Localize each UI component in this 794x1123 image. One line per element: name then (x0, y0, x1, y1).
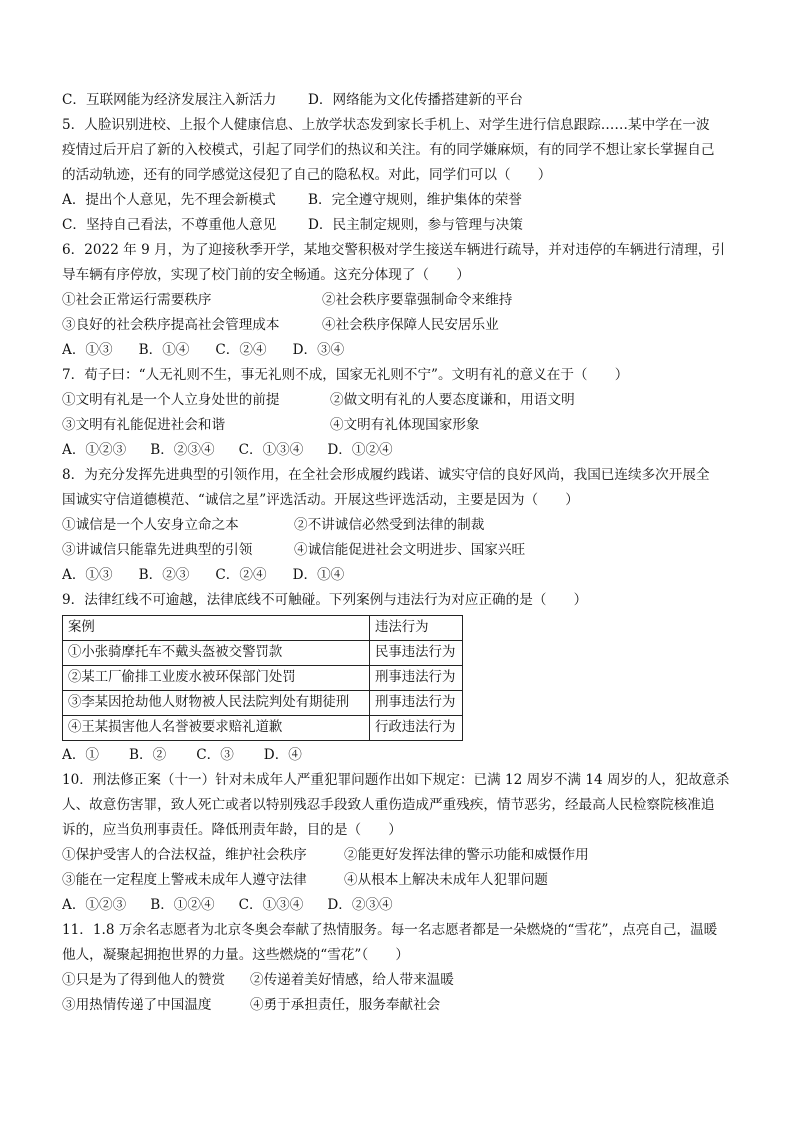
q8-stem-line1: 8．为充分发挥先进典型的引领作用，在全社会形成履约践诺、诚实守信的良好风尚，我国已连续多次开展全 (62, 467, 710, 483)
table-cell-violation: 刑事违法行为 (370, 691, 463, 716)
q10-statements-12 (62, 843, 734, 868)
q10-statement-2: ②能更好发挥法律的警示功能和威慑作用 (344, 847, 589, 863)
q9-options (62, 743, 734, 768)
q5-stem-line1: 5．人脸识别进校、上报个人健康信息、上放学状态发到家长手机上、对学生进行信息跟踪……某中学在一波 (62, 117, 710, 133)
q5-options-ab (62, 188, 734, 213)
q11-statement-1: ①只是为了得到他人的赞赏 (62, 972, 226, 988)
table-row (63, 666, 463, 691)
q5-options-cd (62, 213, 734, 238)
q11-statement-2: ②传递着美好情感，给人带来温暖 (250, 972, 454, 988)
q7-option-c: C．①③④ (238, 442, 304, 458)
q9-option-d: D．④ (263, 747, 302, 763)
q10-statement-3: ③能在一定程度上警戒未成年人遵守法律 (62, 872, 307, 888)
q7-statements-34 (62, 413, 734, 438)
q5-stem-line3: 的活动轨迹，还有的同学感觉这侵犯了自己的隐私权。对此，同学们可以（ ） (62, 167, 552, 183)
q10-option-c: C．①③④ (238, 897, 304, 913)
q8-statement-1: ①诚信是一个人安身立命之本 (62, 517, 239, 533)
q10-stem-line1: 10．刑法修正案（十一）针对未成年人严重犯罪问题作出如下规定：已满 12 周岁不满 14 周岁的人，犯故意杀 (62, 772, 730, 788)
q11-statements-34 (62, 993, 734, 1018)
q8-statements-12 (62, 513, 734, 538)
q10-statement-4: ④从根本上解决未成年人犯罪问题 (344, 872, 548, 888)
table-header-violation: 违法行为 (370, 616, 463, 641)
q9-option-a: A．① (62, 747, 100, 763)
table-cell-violation: 民事违法行为 (370, 641, 463, 666)
q4-option-d: D．网络能为文化传播搭建新的平台 (308, 92, 523, 108)
q10-stem-line3: 诉的，应当负刑事责任。降低刑责年龄，目的是（ ） (62, 822, 402, 838)
q6-options (62, 338, 734, 363)
table-cell-violation: 刑事违法行为 (370, 666, 463, 691)
q6-statement-4: ④社会秩序保障人民安居乐业 (322, 317, 499, 333)
q4-option-c: C．互联网能为经济发展注入新活力 (62, 92, 277, 108)
q9-case-table (62, 615, 463, 741)
q10-options (62, 893, 734, 918)
q11-stem-line1: 11．1.8 万余名志愿者为北京冬奥会奉献了热情服务。每一名志愿者都是一朵燃烧的“雪花”，点亮自己，温暖 (62, 922, 718, 938)
q6-statement-3: ③良好的社会秩序提高社会管理成本 (62, 317, 280, 333)
q10-option-b: B．①②④ (150, 897, 215, 913)
q11-statement-4: ④勇于承担责任，服务奉献社会 (250, 997, 441, 1013)
q9-option-b: B．② (129, 747, 167, 763)
q8-options (62, 563, 734, 588)
q7-statement-2: ②做文明有礼的人要态度谦和，用语文明 (330, 392, 575, 408)
q7-statement-4: ④文明有礼体现国家形象 (330, 417, 480, 433)
table-header-row (63, 616, 463, 641)
q5-option-a: A．提出个人意见，先不理会新模式 (62, 192, 276, 208)
table-row (63, 716, 463, 741)
table-cell-violation: 行政违法行为 (370, 716, 463, 741)
q10-statements-34 (62, 868, 734, 893)
q8-statement-2: ②不讲诚信必然受到法律的制裁 (294, 517, 485, 533)
q10-option-d: D．②③④ (327, 897, 393, 913)
q7-statement-3: ③文明有礼能促进社会和谐 (62, 417, 226, 433)
q10-stem-line2: 人、故意伤害罪，致人死亡或者以特别残忍手段致人重伤造成严重残疾，情节恶劣，经最高人民检察院核准追 (62, 797, 715, 813)
q8-statements-34 (62, 538, 734, 563)
exam-page (62, 88, 734, 1018)
table-header-case: 案例 (63, 616, 370, 641)
q7-stem-line1: 7．荀子曰：“人无礼则不生，事无礼则不成，国家无礼则不宁”。文明有礼的意义在于（ ） (62, 367, 629, 383)
q7-option-b: B．②③④ (150, 442, 215, 458)
q6-statement-2: ②社会秩序要靠强制命令来维持 (322, 292, 513, 308)
q7-option-d: D．①②④ (327, 442, 393, 458)
q8-option-b: B．②③ (138, 567, 190, 583)
q11-stem-line2: 他人，凝聚起拥抱世界的力量。这些燃烧的“雪花”（ ） (62, 947, 409, 963)
q7-option-a: A．①②③ (62, 442, 127, 458)
q6-stem-line2: 导车辆有序停放，实现了校门前的安全畅通。这充分体现了（ ） (62, 267, 470, 283)
q8-option-a: A．①③ (62, 567, 113, 583)
q7-statements-12 (62, 388, 734, 413)
q5-stem-line2: 疫情过后开启了新的入校模式，引起了同学们的热议和关注。有的同学嫌麻烦，有的同学不想让家长掌握自己 (62, 142, 715, 158)
q5-option-c: C．坚持自己看法，不尊重他人意见 (62, 217, 277, 233)
q8-statement-3: ③讲诚信只能靠先进典型的引领 (62, 542, 253, 558)
q9-stem-line1: 9．法律红线不可逾越，法律底线不可触碰。下列案例与违法行为对应正确的是（ ） (62, 592, 588, 608)
table-row (63, 691, 463, 716)
q6-option-c: C．②④ (215, 342, 267, 358)
q6-statements-34 (62, 313, 734, 338)
q10-option-a: A．①②③ (62, 897, 127, 913)
q11-statement-3: ③用热情传递了中国温度 (62, 997, 212, 1013)
q11-statements-12 (62, 968, 734, 993)
q9-option-c: C．③ (196, 747, 234, 763)
q6-statements-12 (62, 288, 734, 313)
q7-statement-1: ①文明有礼是一个人立身处世的前提 (62, 392, 280, 408)
table-cell-case: ③李某因抢劫他人财物被人民法院判处有期徒刑 (63, 691, 370, 716)
q5-option-b: B．完全遵守规则，维护集体的荣誉 (308, 192, 522, 208)
q8-stem-line2: 国诚实守信道德模范、“诚信之星”评选活动。开展这些评选活动，主要是因为（ ） (62, 492, 579, 508)
table-cell-case: ①小张骑摩托车不戴头盔被交警罚款 (63, 641, 370, 666)
q6-option-d: D．③④ (292, 342, 345, 358)
q7-options (62, 438, 734, 463)
table-row (63, 641, 463, 666)
q5-option-d: D．民主制定规则，参与管理与决策 (308, 217, 523, 233)
q6-statement-1: ①社会正常运行需要秩序 (62, 292, 212, 308)
table-cell-case: ②某工厂偷排工业废水被环保部门处罚 (63, 666, 370, 691)
q6-option-b: B．①④ (138, 342, 190, 358)
q6-stem-line1: 6．2022 年 9 月，为了迎接秋季开学，某地交警积极对学生接送车辆进行疏导，并对违停的车辆进行清理，引 (62, 242, 725, 258)
table-cell-case: ④王某损害他人名誉被要求赔礼道歉 (63, 716, 370, 741)
q8-statement-4: ④诚信能促进社会文明进步、国家兴旺 (294, 542, 526, 558)
q6-option-a: A．①③ (62, 342, 113, 358)
q10-statement-1: ①保护受害人的合法权益，维护社会秩序 (62, 847, 307, 863)
q8-option-d: D．①④ (292, 567, 345, 583)
q4-options-cd (62, 88, 734, 113)
q8-option-c: C．②④ (215, 567, 267, 583)
